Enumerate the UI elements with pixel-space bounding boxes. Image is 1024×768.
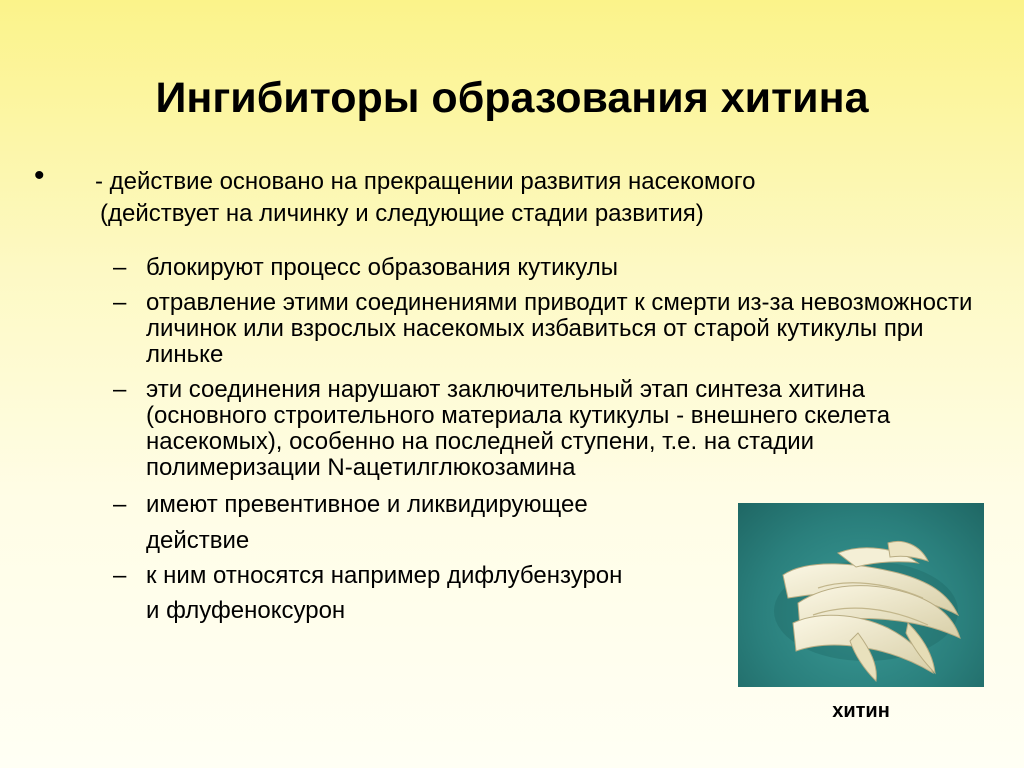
- sub-item-text: имеют превентивное и ликвидирующее: [146, 491, 588, 518]
- bullet-marker: •: [34, 159, 45, 192]
- sub-item-dash: –: [113, 289, 127, 316]
- sub-item-dash: –: [113, 254, 127, 281]
- sub-item-text: и флуфеноксурон: [146, 597, 346, 624]
- sub-item-text: отравление этими соединениями приводит к смерти из-за невозможности личинок или взрослых насекомых избавиться от старой кутикулы при линьке: [146, 289, 973, 368]
- image-caption: хитин: [832, 700, 890, 722]
- sub-item-text: к ним относятся например дифлубензурон: [146, 562, 623, 589]
- main-bullet-line-2: (действует на личинку и следующие стадии развития): [100, 200, 704, 227]
- sub-item-dash: –: [113, 376, 127, 403]
- chitin-flakes-illustration: [738, 503, 984, 687]
- chitin-photo: [738, 503, 984, 687]
- sub-item-dash: –: [113, 491, 127, 518]
- main-bullet: [95, 166, 855, 230]
- sub-item-text: блокируют процесс образования кутикулы: [146, 254, 619, 281]
- slide-title: Ингибиторы образования хитина: [155, 74, 869, 122]
- sub-item-text: эти соединения нарушают заключительный этап синтеза хитина (основного строительного материала кутикулы - внешнего скелета насекомых), особенно на последней ступени, т.е. на стадии полимеризации N-ацетилглюкозамина: [146, 376, 891, 481]
- sub-item-dash: –: [113, 562, 127, 589]
- sub-item-text: действие: [146, 527, 250, 554]
- main-bullet-line-1: - действие основано на прекращении развития насекомого: [95, 168, 756, 195]
